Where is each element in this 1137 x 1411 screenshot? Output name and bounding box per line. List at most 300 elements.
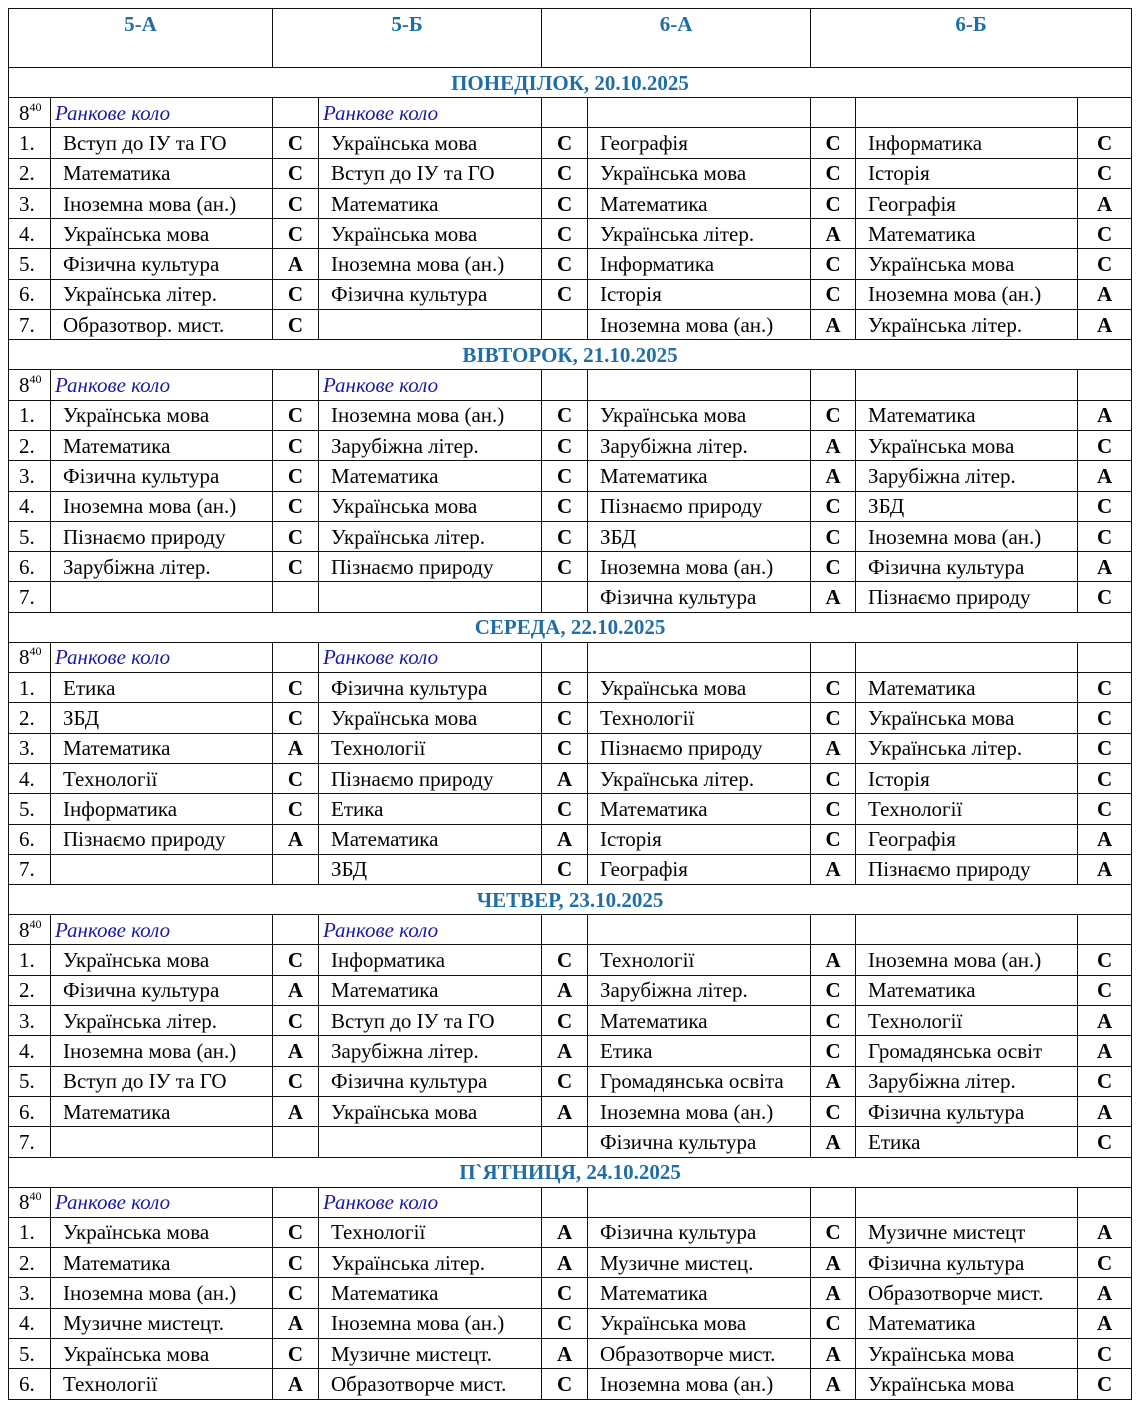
morning-row (9, 98, 1132, 128)
subject-cell: Математика (319, 824, 542, 854)
room-code: С (811, 794, 856, 824)
subject-cell: Іноземна мова (ан.) (856, 521, 1078, 551)
lesson-number: 3. (9, 1278, 51, 1308)
room-code (542, 98, 588, 128)
subject-cell: Фізична культура (319, 673, 542, 703)
morning-subject (856, 370, 1078, 400)
room-code: А (811, 945, 856, 975)
subject-cell: Українська літер. (319, 521, 542, 551)
morning-subject (588, 370, 811, 400)
lesson-row (9, 1127, 1132, 1157)
subject-cell: Українська мова (588, 1308, 811, 1338)
room-code: С (273, 1217, 319, 1247)
subject-cell: Технології (588, 703, 811, 733)
room-code: С (1078, 219, 1132, 249)
lesson-number: 3. (9, 733, 51, 763)
lesson-number: 4. (9, 491, 51, 521)
subject-cell: Пізнаємо природу (319, 763, 542, 793)
lesson-number: 5. (9, 1066, 51, 1096)
lesson-row (9, 1006, 1132, 1036)
subject-cell (319, 582, 542, 612)
subject-cell: Фізична культура (319, 279, 542, 309)
subject-cell: Фізична культура (588, 582, 811, 612)
subject-cell: Математика (51, 1248, 273, 1278)
lesson-row (9, 400, 1132, 430)
room-code: С (273, 1248, 319, 1278)
room-code: С (273, 1006, 319, 1036)
timetable (8, 8, 1132, 1400)
subject-cell (51, 1127, 273, 1157)
subject-cell: Математика (588, 461, 811, 491)
room-code: С (542, 521, 588, 551)
lesson-number: 6. (9, 1096, 51, 1126)
lesson-number: 1. (9, 673, 51, 703)
lesson-number: 3. (9, 188, 51, 218)
morning-row (9, 642, 1132, 672)
subject-cell: Фізична культура (319, 1066, 542, 1096)
subject-cell: Образотворче мист. (588, 1338, 811, 1368)
subject-cell (319, 1127, 542, 1157)
room-code: С (542, 128, 588, 158)
lesson-number: 2. (9, 975, 51, 1005)
room-code: С (1078, 975, 1132, 1005)
room-code: А (542, 1338, 588, 1368)
room-code: С (811, 824, 856, 854)
day-title: СЕРЕДА, 22.10.2025 (9, 612, 1132, 642)
room-code: А (273, 975, 319, 1005)
subject-cell: Математика (51, 430, 273, 460)
lesson-row (9, 794, 1132, 824)
subject-cell: Зарубіжна літер. (856, 1066, 1078, 1096)
subject-cell: Зарубіжна літер. (856, 461, 1078, 491)
room-code: С (542, 249, 588, 279)
room-code (1078, 98, 1132, 128)
subject-cell: Українська мова (856, 430, 1078, 460)
subject-cell: Зарубіжна літер. (588, 430, 811, 460)
room-code: А (1078, 552, 1132, 582)
subject-cell: Історія (856, 158, 1078, 188)
room-code: А (811, 582, 856, 612)
room-code: А (811, 1248, 856, 1278)
subject-cell: Українська мова (856, 703, 1078, 733)
room-code: С (1078, 945, 1132, 975)
lesson-number: 6. (9, 824, 51, 854)
lesson-number: 4. (9, 1308, 51, 1338)
subject-cell: Математика (319, 975, 542, 1005)
morning-row (9, 1187, 1132, 1217)
subject-cell: Математика (319, 1278, 542, 1308)
subject-cell: Іноземна мова (ан.) (319, 400, 542, 430)
subject-cell: Географія (856, 188, 1078, 218)
room-code: А (811, 1278, 856, 1308)
room-code: С (542, 854, 588, 884)
subject-cell: Українська мова (319, 1096, 542, 1126)
room-code: А (542, 975, 588, 1005)
room-code (273, 915, 319, 945)
room-code (273, 854, 319, 884)
room-code: С (542, 461, 588, 491)
room-code (811, 642, 856, 672)
room-code: А (542, 763, 588, 793)
room-code: А (811, 461, 856, 491)
lesson-row (9, 824, 1132, 854)
room-code: С (273, 763, 319, 793)
subject-cell: Пізнаємо природу (588, 491, 811, 521)
room-code: С (811, 975, 856, 1005)
subject-cell: Українська мова (856, 1369, 1078, 1399)
lesson-row (9, 703, 1132, 733)
subject-cell: Образотвор. мист. (51, 310, 273, 340)
room-code: А (542, 824, 588, 854)
room-code: А (811, 1338, 856, 1368)
lesson-row (9, 1278, 1132, 1308)
room-code: С (542, 491, 588, 521)
lesson-row (9, 1369, 1132, 1399)
room-code: С (811, 188, 856, 218)
room-code: А (273, 1036, 319, 1066)
subject-cell: Інформатика (588, 249, 811, 279)
room-code: С (1078, 1369, 1132, 1399)
room-code: С (1078, 521, 1132, 551)
room-code: А (542, 1248, 588, 1278)
subject-cell: Українська мова (856, 249, 1078, 279)
subject-cell: Іноземна мова (ан.) (51, 188, 273, 218)
lesson-row (9, 733, 1132, 763)
room-code: А (1078, 1217, 1132, 1247)
subject-cell (319, 310, 542, 340)
subject-cell: Українська літер. (51, 1006, 273, 1036)
room-code: С (811, 1217, 856, 1247)
subject-cell: Українська мова (51, 219, 273, 249)
lesson-row (9, 219, 1132, 249)
room-code: А (1078, 1006, 1132, 1036)
room-code: А (1078, 310, 1132, 340)
class-header: 5-Б (273, 9, 542, 68)
subject-cell: Українська мова (51, 945, 273, 975)
lesson-number: 2. (9, 430, 51, 460)
subject-cell: Етика (588, 1036, 811, 1066)
subject-cell: Географія (588, 128, 811, 158)
morning-subject (856, 915, 1078, 945)
lesson-number: 2. (9, 703, 51, 733)
lesson-row (9, 521, 1132, 551)
room-code: С (811, 1308, 856, 1338)
room-code: С (1078, 1127, 1132, 1157)
day-header-row (9, 612, 1132, 642)
lesson-row (9, 552, 1132, 582)
subject-cell: Українська мова (319, 128, 542, 158)
room-code: А (1078, 461, 1132, 491)
room-code: С (542, 1308, 588, 1338)
subject-cell: Математика (588, 1006, 811, 1036)
subject-cell: Зарубіжна літер. (51, 552, 273, 582)
subject-cell: Українська мова (51, 1217, 273, 1247)
subject-cell: Інформатика (856, 128, 1078, 158)
morning-subject: Ранкове коло (319, 1187, 542, 1217)
morning-subject (588, 98, 811, 128)
subject-cell: ЗБД (856, 491, 1078, 521)
lesson-number: 4. (9, 219, 51, 249)
lesson-number: 7. (9, 854, 51, 884)
room-code: С (542, 733, 588, 763)
day-header-row (9, 885, 1132, 915)
lesson-row (9, 763, 1132, 793)
subject-cell: Історія (856, 763, 1078, 793)
day-header-row (9, 340, 1132, 370)
subject-cell: Історія (588, 824, 811, 854)
subject-cell: Українська літер. (856, 310, 1078, 340)
lesson-number: 1. (9, 1217, 51, 1247)
room-code (542, 370, 588, 400)
room-code: С (1078, 733, 1132, 763)
lesson-row (9, 1217, 1132, 1247)
morning-subject: Ранкове коло (51, 98, 273, 128)
room-code: С (1078, 1066, 1132, 1096)
subject-cell: Математика (51, 158, 273, 188)
subject-cell: Українська літер. (319, 1248, 542, 1278)
lesson-row (9, 1308, 1132, 1338)
lesson-row (9, 310, 1132, 340)
morning-subject: Ранкове коло (319, 915, 542, 945)
subject-cell: ЗБД (319, 854, 542, 884)
room-code: С (811, 400, 856, 430)
room-code: С (542, 188, 588, 218)
time-minutes: 40 (29, 644, 42, 659)
room-code (273, 582, 319, 612)
room-code: С (1078, 249, 1132, 279)
subject-cell: Фізична культура (856, 1096, 1078, 1126)
lesson-number: 6. (9, 279, 51, 309)
lesson-number: 1. (9, 945, 51, 975)
subject-cell: Українська мова (51, 1338, 273, 1368)
morning-row (9, 370, 1132, 400)
lesson-number: 7. (9, 310, 51, 340)
lesson-number: 7. (9, 1127, 51, 1157)
room-code: С (811, 1006, 856, 1036)
room-code (273, 370, 319, 400)
room-code (811, 915, 856, 945)
room-code (811, 98, 856, 128)
room-code: С (273, 673, 319, 703)
room-code (1078, 642, 1132, 672)
subject-cell: Українська мова (588, 673, 811, 703)
subject-cell: Іноземна мова (ан.) (588, 552, 811, 582)
morning-subject: Ранкове коло (51, 642, 273, 672)
subject-cell: ЗБД (588, 521, 811, 551)
room-code: С (542, 673, 588, 703)
subject-cell: Іноземна мова (ан.) (588, 310, 811, 340)
subject-cell: Пізнаємо природу (588, 733, 811, 763)
room-code: С (1078, 158, 1132, 188)
morning-time (9, 370, 51, 400)
lesson-row (9, 430, 1132, 460)
lesson-row (9, 128, 1132, 158)
room-code: С (273, 219, 319, 249)
room-code: С (273, 552, 319, 582)
room-code (273, 98, 319, 128)
subject-cell: Пізнаємо природу (51, 824, 273, 854)
time-minutes: 40 (29, 372, 42, 387)
subject-cell: Математика (856, 400, 1078, 430)
room-code: С (542, 158, 588, 188)
time-minutes: 40 (29, 1189, 42, 1204)
subject-cell: Зарубіжна літер. (588, 975, 811, 1005)
subject-cell: Українська мова (856, 1338, 1078, 1368)
room-code: А (273, 249, 319, 279)
room-code: А (1078, 188, 1132, 218)
subject-cell: Іноземна мова (ан.) (588, 1096, 811, 1126)
time-hour: 8 (19, 645, 30, 670)
subject-cell: Математика (319, 461, 542, 491)
room-code: А (811, 1066, 856, 1096)
morning-time (9, 98, 51, 128)
room-code: С (273, 158, 319, 188)
day-title: ЧЕТВЕР, 23.10.2025 (9, 885, 1132, 915)
room-code (1078, 370, 1132, 400)
time-hour: 8 (19, 917, 30, 942)
subject-cell: Громадянська освіта (588, 1066, 811, 1096)
lesson-row (9, 461, 1132, 491)
subject-cell: Українська літер. (856, 733, 1078, 763)
room-code: С (1078, 128, 1132, 158)
subject-cell: Образотворче мист. (319, 1369, 542, 1399)
subject-cell: Українська літер. (51, 279, 273, 309)
morning-subject: Ранкове коло (51, 1187, 273, 1217)
room-code: А (273, 1096, 319, 1126)
room-code (811, 1187, 856, 1217)
room-code: А (1078, 854, 1132, 884)
lesson-row (9, 1248, 1132, 1278)
subject-cell: Математика (51, 733, 273, 763)
subject-cell: Інформатика (51, 794, 273, 824)
subject-cell: Фізична культура (51, 975, 273, 1005)
subject-cell: Технології (319, 1217, 542, 1247)
room-code: А (1078, 1036, 1132, 1066)
lesson-row (9, 1338, 1132, 1368)
time-hour: 8 (19, 373, 30, 398)
room-code (1078, 1187, 1132, 1217)
room-code: С (542, 400, 588, 430)
subject-cell: Українська мова (51, 400, 273, 430)
subject-cell: Математика (856, 1308, 1078, 1338)
room-code: С (1078, 703, 1132, 733)
subject-cell: Українська мова (588, 400, 811, 430)
class-header: 6-Б (811, 9, 1132, 68)
lesson-number: 5. (9, 794, 51, 824)
lesson-row (9, 249, 1132, 279)
lesson-row (9, 673, 1132, 703)
time-minutes: 40 (29, 916, 42, 931)
room-code: С (811, 128, 856, 158)
subject-cell: Технології (51, 763, 273, 793)
room-code: А (1078, 400, 1132, 430)
subject-cell: Математика (588, 188, 811, 218)
room-code: А (811, 1127, 856, 1157)
lesson-row (9, 279, 1132, 309)
room-code: С (811, 1096, 856, 1126)
room-code: С (811, 521, 856, 551)
lesson-number: 5. (9, 249, 51, 279)
room-code (273, 1127, 319, 1157)
room-code: С (273, 1278, 319, 1308)
room-code (811, 370, 856, 400)
subject-cell: Вступ до ІУ та ГО (51, 1066, 273, 1096)
class-header: 6-А (542, 9, 811, 68)
room-code: С (811, 703, 856, 733)
room-code: С (542, 219, 588, 249)
room-code: С (542, 552, 588, 582)
lesson-number: 2. (9, 1248, 51, 1278)
lesson-number: 1. (9, 128, 51, 158)
room-code (542, 582, 588, 612)
subject-cell: Іноземна мова (ан.) (856, 279, 1078, 309)
room-code: А (1078, 824, 1132, 854)
room-code: А (273, 733, 319, 763)
room-code (542, 642, 588, 672)
morning-subject: Ранкове коло (51, 370, 273, 400)
subject-cell: Образотворче мист. (856, 1278, 1078, 1308)
day-title: ВІВТОРОК, 21.10.2025 (9, 340, 1132, 370)
lesson-row (9, 582, 1132, 612)
subject-cell: Іноземна мова (ан.) (319, 249, 542, 279)
room-code: А (542, 1217, 588, 1247)
room-code: С (273, 128, 319, 158)
subject-cell: Фізична культура (588, 1217, 811, 1247)
room-code: А (273, 1369, 319, 1399)
subject-cell: Математика (319, 188, 542, 218)
lesson-row (9, 975, 1132, 1005)
subject-cell: Іноземна мова (ан.) (51, 1036, 273, 1066)
subject-cell: Українська літер. (588, 219, 811, 249)
subject-cell: Фізична культура (588, 1127, 811, 1157)
subject-cell: Фізична культура (856, 1248, 1078, 1278)
room-code: А (811, 733, 856, 763)
room-code: А (1078, 1308, 1132, 1338)
lesson-row (9, 1096, 1132, 1126)
subject-cell: Технології (51, 1369, 273, 1399)
time-hour: 8 (19, 1190, 30, 1215)
room-code: А (1078, 279, 1132, 309)
room-code: С (273, 430, 319, 460)
subject-cell: Музичне мистецт (856, 1217, 1078, 1247)
subject-cell: Етика (319, 794, 542, 824)
lesson-number: 2. (9, 158, 51, 188)
subject-cell: Українська мова (319, 491, 542, 521)
day-title: П`ЯТНИЦЯ, 24.10.2025 (9, 1157, 1132, 1187)
morning-time (9, 1187, 51, 1217)
room-code: С (273, 703, 319, 733)
room-code: С (273, 461, 319, 491)
lesson-number: 1. (9, 400, 51, 430)
room-code: С (542, 279, 588, 309)
room-code: С (273, 400, 319, 430)
room-code: А (542, 1036, 588, 1066)
room-code: А (1078, 1096, 1132, 1126)
room-code: С (542, 945, 588, 975)
subject-cell: Іноземна мова (ан.) (588, 1369, 811, 1399)
class-header: 5-А (9, 9, 273, 68)
lesson-number: 5. (9, 1338, 51, 1368)
room-code: С (542, 1369, 588, 1399)
subject-cell: Пізнаємо природу (856, 582, 1078, 612)
timetable-body (9, 9, 1132, 1400)
lesson-number: 7. (9, 582, 51, 612)
room-code: С (811, 763, 856, 793)
subject-cell: Пізнаємо природу (856, 854, 1078, 884)
room-code: С (1078, 673, 1132, 703)
room-code: А (811, 430, 856, 460)
lesson-number: 3. (9, 1006, 51, 1036)
